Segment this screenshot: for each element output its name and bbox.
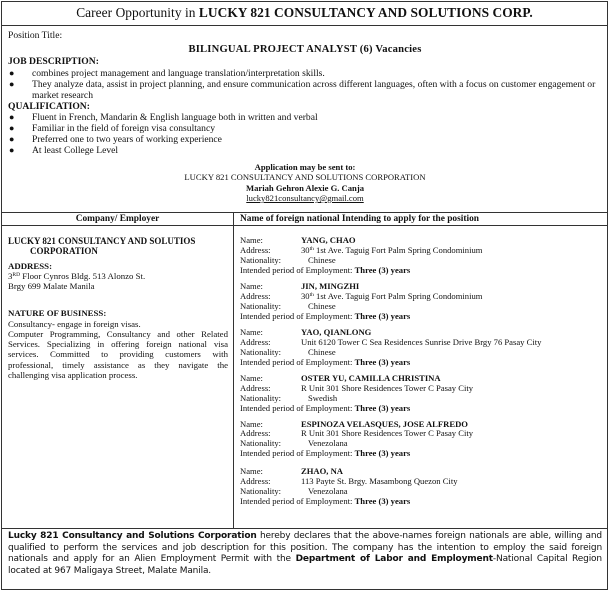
national-entry: Name: YAO, QIANLONG Address: Unit 6120 Tower C Sea Residences Sunrise Drive Brgy 76 Pasay City Nationality: Chinese Intended period of Employment: Three (3) years [240, 328, 603, 368]
header-prefix: Career Opportunity in [76, 5, 199, 20]
position-title: BILINGUAL PROJECT ANALYST (6) Vacancies [188, 44, 422, 56]
national-nationality: Venezolana [308, 486, 348, 497]
qualification-heading: QUALIFICATION: [8, 100, 90, 112]
national-name: JIN, MINGZHI [301, 280, 360, 291]
national-name: ESPINOZA VELASQUES, JOSE ALFREDO [301, 418, 468, 429]
national-address: R Unit 301 Shore Residences Tower C Pasay City [301, 428, 474, 439]
employer-address-line1: 3RD Floor Cynros Bldg. 513 Alonzo St. [8, 271, 146, 282]
bullet-icon: ● [9, 145, 15, 156]
national-name: OSTER YU, CAMILLA CHRISTINA [301, 372, 441, 383]
application-email-link[interactable]: lucky821consultancy@gmail.com [246, 192, 364, 203]
national-nationality: Chinese [308, 254, 336, 265]
qualification-item: ● Fluent in French, Mandarin & English language both in written and verbal [9, 112, 318, 124]
national-employment-period: Intended period of Employment: Three (3) years [240, 356, 411, 367]
national-address: R Unit 301 Shore Residences Tower C Pasay City [301, 382, 474, 393]
application-contact: Mariah Gehron Alexie G. Canja [246, 182, 364, 193]
national-address: 30th 1st Ave. Taguig Fort Palm Spring Condominium [301, 244, 483, 255]
nationals-column-header: Name of foreign national Intending to apply for the position [234, 213, 607, 226]
job-description-heading: JOB DESCRIPTION: [8, 56, 99, 68]
nature-of-business-line1: Consultancy- engage in foreign visas. [8, 318, 141, 329]
qualification-item: ● At least College Level [9, 145, 119, 157]
national-address: 113 Payte St. Brgy. Masambong Quezon City [301, 476, 458, 487]
job-description-item: ● They analyze data, assist in project planning, and ensure communication across different languages, often with a focus on customer engagement or market research [9, 78, 596, 101]
national-name: ZHAO, NA [301, 466, 344, 477]
nature-of-business-label: NATURE OF BUSINESS: [8, 308, 107, 319]
nature-of-business-text: Computer Programming, Consultancy and other Related Services. Specializing in offering foreign national visa services. Committed to providing customers with professional, timely assistance as they navigate the challenging visa application process. [8, 328, 228, 380]
employer-address-label: ADDRESS: [8, 260, 52, 271]
job-description-list [8, 68, 602, 101]
employer-address-line2: Brgy 699 Malate Manila [8, 281, 95, 292]
national-address: 30th 1st Ave. Taguig Fort Palm Spring Condominium [301, 290, 483, 301]
national-name: YAO, QIANLONG [301, 326, 372, 337]
national-employment-period: Intended period of Employment: Three (3) years [240, 496, 411, 507]
job-posting-document [1, 1, 608, 590]
national-nationality: Chinese [308, 300, 336, 311]
national-entry: Name: OSTER YU, CAMILLA CHRISTINA Address: R Unit 301 Shore Residences Tower C Pasay City Nationality: Swedish Intended period of Employment: Three (3) years [240, 374, 603, 414]
bullet-icon: ● [9, 112, 15, 123]
national-employment-period: Intended period of Employment: Three (3) years [240, 448, 411, 459]
qualification-list [8, 112, 602, 157]
bullet-icon: ● [9, 78, 15, 89]
employer-column-header: Company/ Employer [2, 213, 233, 226]
national-address: Unit 6120 Tower C Sea Residences Sunrise Drive Brgy 76 Pasay City [301, 336, 542, 347]
qualification-item: ● Preferred one to two years of working experience [9, 134, 222, 146]
application-company: LUCKY 821 CONSULTANCY AND SOLUTIONS CORPORATION [184, 172, 426, 183]
national-entry: Name: YANG, CHAO Address: 30th 1st Ave. Taguig Fort Palm Spring Condominium Nationality: Chinese Intended period of Employment: Three (3) years [240, 236, 603, 276]
national-name: YANG, CHAO [301, 235, 356, 245]
national-nationality: Chinese [308, 346, 336, 357]
national-nationality: Swedish [308, 392, 338, 403]
footer-dole: Department of Labor and Employment [295, 554, 493, 565]
posting-header [2, 2, 607, 26]
position-label: Position Title: [8, 30, 63, 41]
national-nationality: Venezolana [308, 438, 348, 449]
employer-nationals-table [2, 213, 607, 529]
national-employment-period: Intended period of Employment: Three (3) years [240, 402, 411, 413]
national-entry: Name: ESPINOZA VELASQUES, JOSE ALFREDO Address: R Unit 301 Shore Residences Tower C Pasay City Nationality: Venezolana Intended period of Employment: Three (3) years [240, 420, 603, 460]
nationals-list [234, 226, 607, 507]
national-employment-period: Intended period of Employment: Three (3) years [240, 264, 411, 275]
employer-column [2, 213, 234, 528]
bullet-icon: ● [9, 134, 15, 145]
bullet-icon: ● [9, 123, 15, 134]
application-info [8, 162, 602, 204]
job-details-section [2, 26, 607, 213]
header-company: LUCKY 821 CONSULTANCY AND SOLUTIONS CORP. [198, 5, 533, 20]
national-employment-period: Intended period of Employment: Three (3) years [240, 310, 411, 321]
job-description-item: ● combines project management and language translation/interpretation skills. [9, 67, 325, 79]
bullet-icon: ● [9, 67, 15, 78]
national-entry: Name: ZHAO, NA Address: 113 Payte St. Brgy. Masambong Quezon City Nationality: Venezolana Intended period of Employment: Three (3) years [240, 467, 603, 507]
declaration-footer: Lucky 821 Consultancy and Solutions Corporation hereby declares that the above-names foreign nationals are able, willing and qualified to perform the services and job description for this position. The company has the intention to employ the said foreign nationals and apply for an Alien Employment Permit with the Department of Labor and Employment-National Capital Region located at 967 Maligaya Street, Malate Manila. [8, 531, 602, 576]
employer-name-line2: CORPORATION [30, 246, 98, 257]
nationals-column [234, 213, 607, 528]
employer-details [2, 226, 233, 380]
qualification-item: ● Familiar in the field of foreign visa consultancy [9, 123, 216, 135]
national-entry: Name: JIN, MINGZHI Address: 30th 1st Ave. Taguig Fort Palm Spring Condominium Nationality: Chinese Intended period of Employment: Three (3) years [240, 282, 603, 322]
application-heading: Application may be sent to: [254, 161, 356, 172]
employer-name-line1: LUCKY 821 CONSULTANCY AND SOLUTIOS [8, 236, 196, 246]
footer-company: Lucky 821 Consultancy and Solutions Corporation [8, 531, 257, 541]
